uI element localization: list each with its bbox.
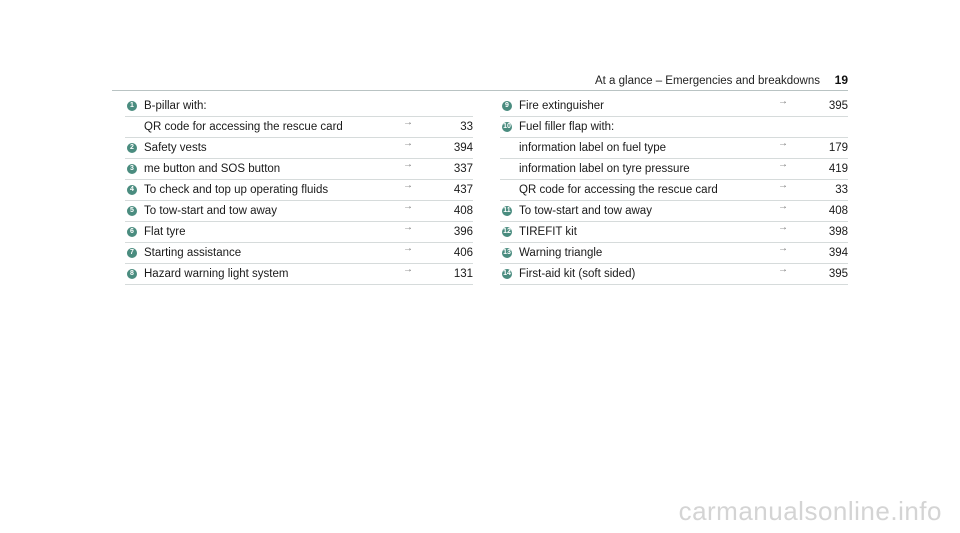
list-item [125,117,473,138]
page-reference[interactable]: 395 [828,100,848,112]
list-item [500,96,848,117]
item-label: To tow-start and tow away [144,205,277,217]
item-label: B-pillar with: [144,100,207,112]
watermark: carmanualsonline.info [678,496,942,526]
item-label: information label on tyre pressure [519,163,690,175]
page-reference[interactable]: 394 [453,142,473,154]
item-label: TIREFIT kit [519,226,577,238]
page-header [112,72,848,91]
list-item [125,138,473,159]
item-number-badge: 10 [503,123,511,130]
page-reference[interactable]: 337 [453,163,473,175]
item-label: To check and top up operating fluids [144,184,329,196]
arrow-right-icon: → [403,117,413,128]
item-label: Hazard warning light system [144,268,289,280]
arrow-right-icon: → [778,138,788,149]
arrow-right-icon: → [778,222,788,233]
arrow-right-icon: → [778,201,788,212]
arrow-right-icon: → [403,222,413,233]
page-reference[interactable]: 394 [828,247,848,259]
arrow-right-icon: → [778,96,788,107]
list-item [125,222,473,243]
left-item-list [125,96,473,285]
item-label: QR code for accessing the rescue card [519,184,718,196]
item-number-badge: 5 [127,206,137,216]
list-item [125,159,473,180]
arrow-right-icon: → [403,159,413,170]
right-item-list [500,96,848,285]
item-number-badge: 12 [503,228,511,235]
page-reference[interactable]: 179 [828,142,848,154]
page-reference[interactable]: 419 [828,163,848,175]
list-item [125,243,473,264]
item-number-badge: 3 [127,164,137,174]
arrow-right-icon: → [778,264,788,275]
list-item [125,180,473,201]
page-reference[interactable]: 33 [460,121,473,133]
page-reference[interactable]: 33 [835,184,848,196]
page-reference[interactable]: 398 [828,226,848,238]
item-number-badge: 7 [127,248,137,258]
section-title: At a glance – Emergencies and breakdowns [594,75,820,87]
item-label: information label on fuel type [519,142,667,154]
arrow-right-icon: → [403,201,413,212]
item-label: First-aid kit (soft sided) [519,268,636,280]
page-reference[interactable]: 408 [828,205,848,217]
arrow-right-icon: → [403,138,413,149]
page-reference[interactable]: 395 [828,268,848,280]
page-reference[interactable]: 131 [453,268,473,280]
page-reference[interactable]: 406 [453,247,473,259]
item-number-badge: 13 [503,249,511,256]
item-label: Warning triangle [519,247,603,259]
item-number-badge: 1 [127,101,137,111]
list-item [500,243,848,264]
item-number-badge: 14 [503,270,511,277]
item-label: Safety vests [144,142,207,154]
arrow-right-icon: → [403,180,413,191]
list-item [125,96,473,117]
item-number-badge: 4 [127,185,137,195]
item-label: Fuel filler flap with: [519,121,615,133]
item-number-badge: 2 [127,143,137,153]
arrow-right-icon: → [778,180,788,191]
arrow-right-icon: → [403,243,413,254]
item-number-badge: 9 [502,101,512,111]
list-item [500,117,848,138]
list-item [500,138,848,159]
page-reference[interactable]: 437 [453,184,473,196]
item-label: Starting assistance [144,247,242,259]
list-item [125,201,473,222]
item-number-badge: 11 [503,207,511,214]
list-item [500,264,848,285]
item-number-badge: 6 [127,227,137,237]
page-number: 19 [834,73,848,87]
item-number-badge: 8 [127,269,137,279]
arrow-right-icon: → [778,243,788,254]
arrow-right-icon: → [778,159,788,170]
item-label: Flat tyre [144,226,186,238]
arrow-right-icon: → [403,264,413,275]
list-item [125,264,473,285]
item-label: To tow-start and tow away [519,205,652,217]
list-item [500,159,848,180]
list-item [500,180,848,201]
list-item [500,201,848,222]
page-reference[interactable]: 396 [453,226,473,238]
item-label: QR code for accessing the rescue card [144,121,343,133]
item-label: Fire extinguisher [519,100,605,112]
item-label: me button and SOS button [144,163,281,175]
page-reference[interactable]: 408 [453,205,473,217]
list-item [500,222,848,243]
